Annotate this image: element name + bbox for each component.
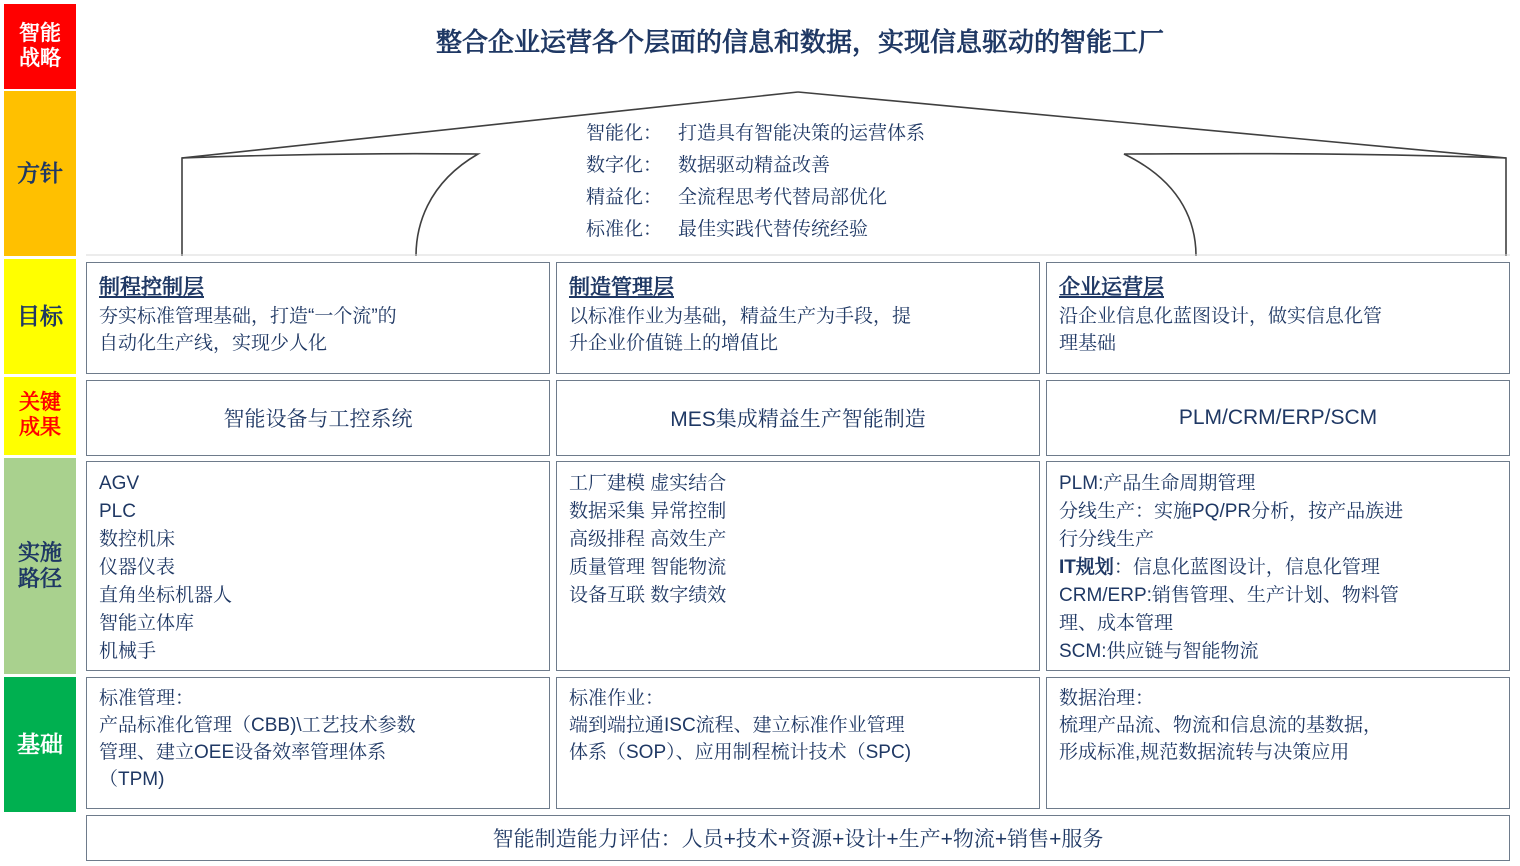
base-line: （TPM) — [99, 768, 165, 790]
layer-label-goal: 目标 — [4, 259, 76, 374]
path-item: 仪器仪表 — [99, 556, 176, 578]
path-item: 工厂建模 虚实结合 — [569, 473, 727, 494]
goal-line: 夯实标准管理基础，打造“一个流”的 — [99, 306, 397, 327]
policy-statements — [586, 118, 1106, 246]
goal-header: 制程控制层 — [99, 276, 204, 299]
goal-line: 以标准作业为基础，精益生产为手段，提 — [569, 306, 912, 327]
base-box-standard-work — [556, 677, 1040, 809]
goal-line: 沿企业信息化蓝图设计，做实信息化管 — [1059, 306, 1383, 327]
goal-header: 制造管理层 — [569, 276, 674, 299]
path-item-rest: ：信息化蓝图设计，信息化管理 — [1113, 556, 1380, 578]
path-item: PLM:产品生命周期管理 — [1059, 473, 1256, 494]
path-item: 质量管理 智能物流 — [569, 556, 727, 578]
policy-row — [586, 182, 1106, 214]
base-line: 数据治理： — [1059, 688, 1155, 709]
path-box-equipment — [86, 461, 550, 671]
goal-line: 理基础 — [1059, 332, 1117, 354]
path-box-mes — [556, 461, 1040, 671]
footer-assessment-bar — [86, 815, 1510, 861]
base-line: 形成标准,规范数据流转与决策应用 — [1059, 741, 1350, 763]
goal-box-enterprise-operation — [1046, 262, 1510, 374]
layer-label-key-line1: 关键 — [19, 391, 61, 415]
path-item: 理、成本管理 — [1059, 612, 1174, 634]
roof-shape-group — [86, 88, 1510, 256]
layer-label-policy: 方针 — [4, 91, 76, 256]
policy-key: 智能化： — [586, 123, 663, 144]
path-item: PLC — [99, 500, 136, 522]
path-item: 智能立体库 — [99, 612, 195, 634]
key-result-text: 智能设备与工控系统 — [223, 408, 413, 431]
policy-row — [586, 150, 1106, 182]
base-line: 管理、建立OEE设备效率管理体系 — [99, 741, 387, 763]
policy-key: 数字化： — [586, 154, 663, 176]
path-box-enterprise-systems — [1046, 461, 1510, 671]
goal-line: 自动化生产线，实现少人化 — [99, 332, 328, 354]
path-item: 设备互联 数字绩效 — [569, 584, 727, 606]
base-line: 标准作业： — [569, 688, 665, 709]
layer-label-key-result — [4, 377, 76, 455]
layer-label-strategy-line2: 战略 — [19, 46, 61, 70]
path-item: SCM:供应链与智能物流 — [1059, 640, 1259, 662]
layer-label-strategy-line1: 智能 — [19, 21, 61, 45]
layer-label-key-line2: 成果 — [19, 416, 61, 439]
goal-header: 企业运营层 — [1059, 276, 1164, 299]
path-item: AGV — [99, 473, 140, 494]
key-result-text: MES集成精益生产智能制造 — [670, 408, 926, 431]
base-line: 标准管理： — [99, 688, 195, 709]
policy-row — [586, 214, 1106, 246]
key-result-box-1 — [86, 380, 550, 456]
base-line: 梳理产品流、物流和信息流的基数据， — [1059, 714, 1383, 736]
layer-label-strategy — [4, 4, 76, 89]
goal-line: 升企业价值链上的增值比 — [569, 332, 779, 354]
path-item-it-planning — [1059, 554, 1497, 582]
path-item: 数控机床 — [99, 528, 176, 550]
path-item: 高级排程 高效生产 — [569, 528, 727, 550]
key-result-box-2 — [556, 380, 1040, 456]
policy-value: 全流程思考代替局部优化 — [678, 186, 888, 208]
layer-label-base: 基础 — [4, 677, 76, 812]
key-result-text: PLM/CRM/ERP/SCM — [1178, 406, 1378, 429]
goal-box-manufacturing-management — [556, 262, 1040, 374]
page-title: 整合企业运营各个层面的信息和数据，实现信息驱动的智能工厂 — [435, 27, 1164, 57]
policy-key: 精益化： — [586, 186, 663, 208]
policy-key: 标准化： — [586, 218, 663, 240]
path-item: 机械手 — [99, 640, 157, 662]
goal-box-process-control — [86, 262, 550, 374]
path-item: 行分线生产 — [1059, 528, 1155, 550]
layer-label-path-line1: 实施 — [17, 540, 62, 566]
policy-value: 最佳实践代替传统经验 — [678, 218, 869, 240]
path-item: 数据采集 异常控制 — [569, 500, 727, 522]
base-line: 体系（SOP）、应用制程梳计技术（SPC) — [569, 741, 912, 763]
base-box-data-governance — [1046, 677, 1510, 809]
path-item: 分线生产：实施PQ/PR分析，按产品族进 — [1059, 500, 1404, 522]
path-item: 直角坐标机器人 — [99, 584, 233, 606]
footer-text: 智能制造能力评估：人员+技术+资源+设计+生产+物流+销售+服务 — [492, 828, 1104, 851]
path-item: CRM/ERP:销售管理、生产计划、物料管 — [1059, 584, 1399, 606]
key-result-box-3 — [1046, 380, 1510, 456]
path-item-bold-prefix: IT规划 — [1059, 556, 1114, 578]
base-box-standard-management — [86, 677, 550, 809]
policy-row — [586, 118, 1106, 150]
base-line: 端到端拉通ISC流程、建立标准作业管理 — [569, 714, 905, 736]
policy-value: 数据驱动精益改善 — [678, 154, 831, 176]
base-line: 产品标准化管理（CBB)\工艺技术参数 — [99, 714, 416, 736]
layer-label-path-line2: 路径 — [17, 566, 62, 591]
policy-value: 打造具有智能决策的运营体系 — [678, 123, 926, 144]
layer-label-path — [4, 458, 76, 674]
